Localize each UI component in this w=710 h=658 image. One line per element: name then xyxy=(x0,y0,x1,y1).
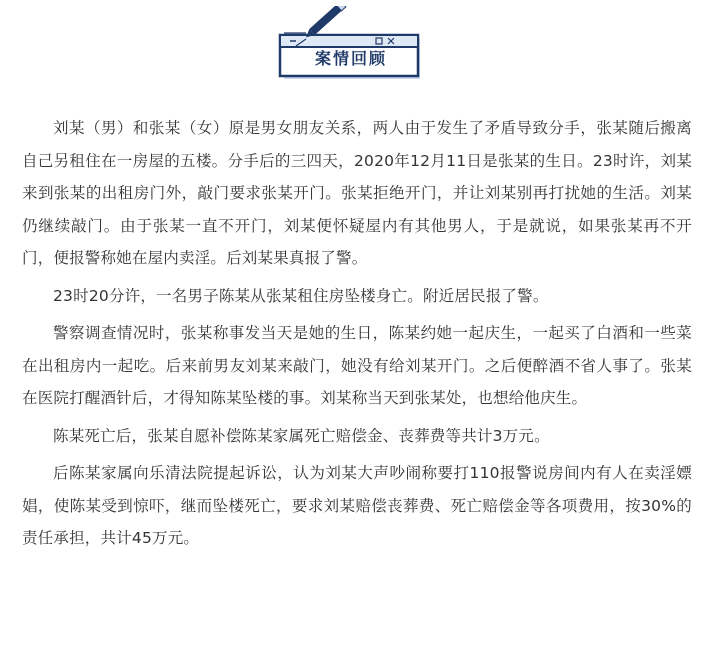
article-body xyxy=(22,112,692,555)
paragraph-investigation: 警察调查情况时，张某称事发当天是她的生日，陈某约她一起庆生，一起买了白酒和一些菜在出租房内一起吃。后来前男友刘某来敲门，她没有给刘某开门。之后便醉酒不省人事了。张某在医院打醒酒针后，才得知陈某坠楼的事。刘某称当天到张某处，也想给他庆生。 xyxy=(22,324,692,407)
header-title: 案情回顾 xyxy=(314,49,387,68)
paragraph-compensation: 陈某死亡后，张某自愿补偿陈某家属死亡赔偿金、丧葬费等共计3万元。 xyxy=(53,426,550,445)
paragraph-case-background: 刘某（男）和张某（女）原是男女朋友关系，两人由于发生了矛盾导致分手，张某随后搬离自己另租住在一房屋的五楼。分手后的三四天，2020年12月11日是张某的生日。23时许，刘某来到张某的出租房门外，敲门要求张某开门。张某拒绝开门，并让刘某别再打扰她的生活。刘某仍继续敲门。由于张某一直不开门，刘某便怀疑屋内有其他男人，于是就说，如果张某再不开门，便报警称她在屋内卖淫。后刘某果真报了警。 xyxy=(22,119,692,267)
paragraph-incident: 23时20分许，一名男子陈某从张某租住房坠楼身亡。附近居民报了警。 xyxy=(53,286,549,305)
paragraph-lawsuit: 后陈某家属向乐清法院提起诉讼，认为刘某大声吵闹称要打110报警说房间内有人在卖淫嫖娼，使陈某受到惊吓，继而坠楼死亡，要求刘某赔偿丧葬费、死亡赔偿金等各项费用，按30%的责任承担，共计45万元。 xyxy=(22,464,692,547)
section-header xyxy=(272,6,432,82)
